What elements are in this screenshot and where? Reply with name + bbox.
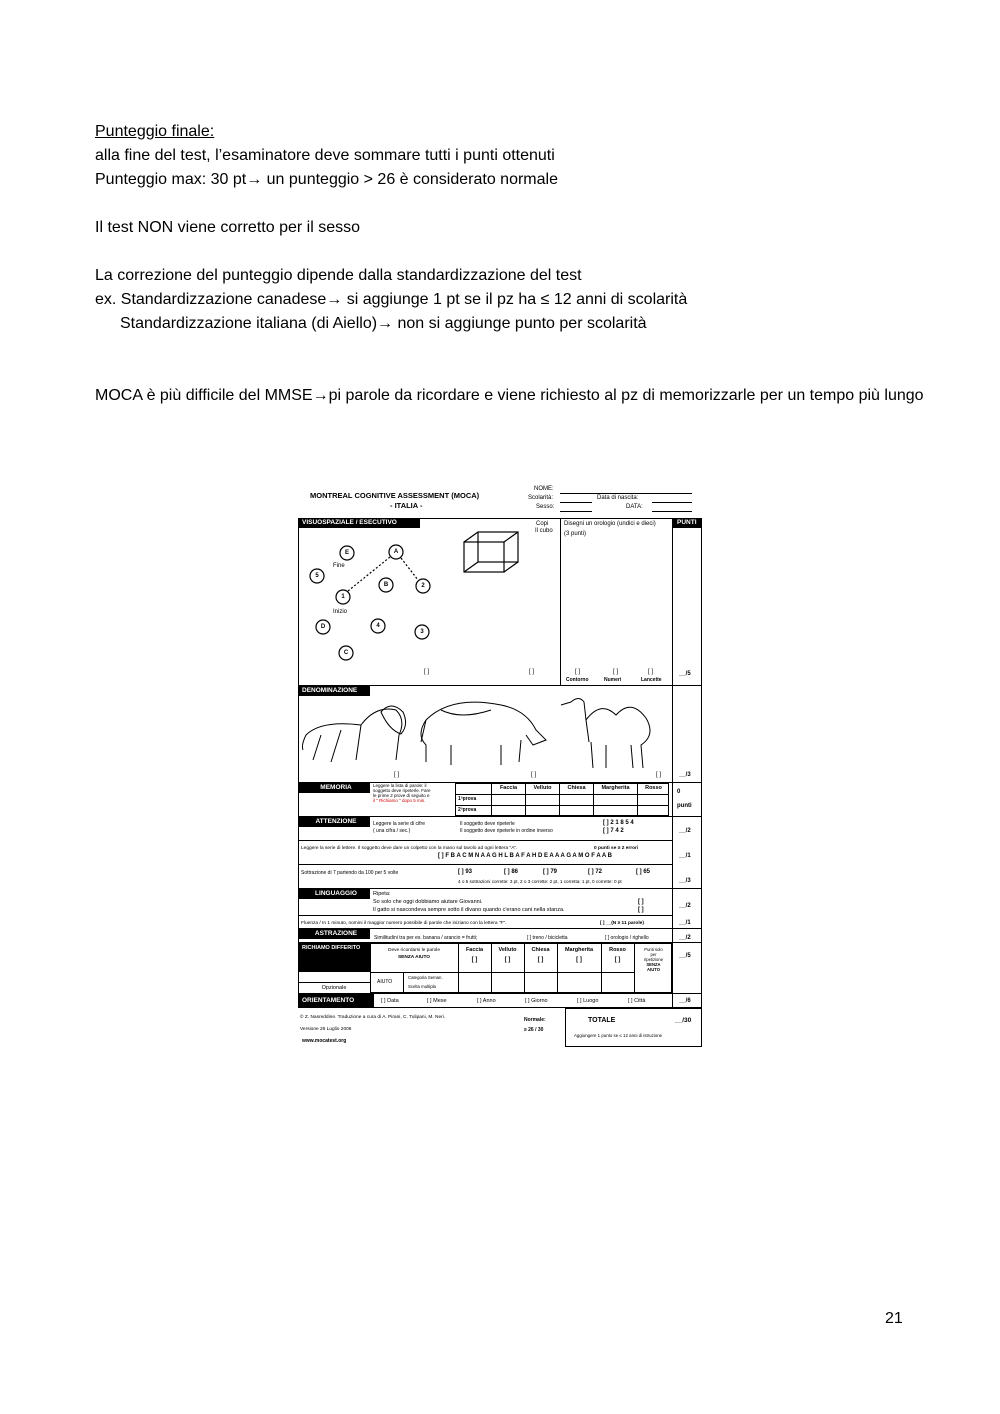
sub-value: [ ] 65	[636, 869, 651, 875]
sub-value: [ ] 86	[504, 869, 519, 875]
ripeta-label: Ripeta:	[373, 891, 391, 897]
cubo-label: Il cubo	[535, 528, 553, 534]
att-instr: ( una cifra / sec.)	[373, 828, 411, 834]
moca-title: MONTREAL COGNITIVE ASSESSMENT (MOCA)	[310, 491, 480, 500]
astrazione-instr: Similitudini tra per es. banana / arancio = frutti;	[374, 935, 478, 941]
sentence-2: Il gatto si nascondeva sempre sotto il divano quando c'erano cani nella stanza.	[373, 907, 565, 913]
word-faccia: Faccia	[499, 785, 518, 791]
trail-inizio-label: Inizio	[333, 609, 348, 615]
sub-scoring: 4 o 5 sottrazioni corrette: 3 pt, 2 o 3 corrette: 2 pt, 1 corretta: 1 pt, 0 corrette: 0 pt	[458, 879, 622, 884]
astrazione-bar: ASTRAZIONE	[298, 929, 370, 939]
scolarita-label: Scolarità:	[528, 495, 554, 501]
score-letters: __/1	[679, 853, 691, 859]
totale-box	[565, 1008, 702, 1047]
mem-instr: soggetto deve ripeterle. Fare	[373, 788, 431, 793]
recall-word: Rosso	[609, 947, 626, 953]
denominazione-bar: DENOMINAZIONE	[298, 686, 370, 696]
section-heading: Punteggio finale:	[95, 123, 215, 140]
trail-node: 2	[421, 583, 425, 589]
aiuto-label: AIUTO	[377, 979, 393, 985]
opzionale-label: Opzionale	[321, 985, 347, 991]
astrazione-item: [ ] treno / bicicletta	[527, 935, 568, 941]
word-chiesa: Chiesa	[567, 785, 586, 791]
contorno-label: Contorno	[566, 677, 589, 683]
score-box: [ ]	[638, 907, 644, 913]
score-box: [ ]	[531, 772, 537, 778]
trail-node: 1	[341, 594, 345, 600]
score-richiamo: __/5	[679, 953, 691, 959]
cat-seman-label: Categoria Seman.	[408, 975, 443, 980]
trail-node: B	[383, 582, 389, 588]
score-box: [ ]	[424, 669, 430, 675]
richiamo-instr: SENZA AIUTO	[397, 955, 431, 960]
letters-errors: 0 punti se ≥ 2 errori	[594, 846, 639, 851]
sub-value: [ ] 93	[458, 869, 473, 875]
fluenza-instr: Fluenza / In 1 minuto, nomini il maggior numero possibile di parole che iniziano con la lettera "F".	[301, 921, 507, 926]
score-box: [ ]	[656, 772, 662, 778]
paragraph-sex: Il test NON viene corretto per il sesso	[95, 219, 360, 236]
paragraph-canadian: ex. Standardizzazione canadese→ si aggiunge 1 pt se il pz ha ≤ 12 anni di scolarità	[95, 291, 688, 308]
sesso-label: Sesso:	[536, 504, 555, 510]
trail-node: D	[320, 624, 326, 630]
orient-item: [ ] Mese	[427, 998, 447, 1004]
score-orientamento: __/6	[679, 998, 691, 1004]
digits-forward: [ ] 2 1 8 5 4	[603, 820, 634, 826]
orientamento-bar: ORIENTAMENTO	[298, 994, 374, 1008]
recall-word: Margherita	[564, 947, 594, 953]
score-box: [ ]	[575, 669, 581, 675]
prova1-label: 1ªprova	[458, 796, 477, 802]
punti-solo: SENZA	[646, 962, 661, 967]
score-fluenza: __/1	[679, 920, 691, 926]
fluenza-box: [ ] __(N ≥ 11 parole)	[600, 921, 644, 926]
document-body	[95, 120, 935, 408]
att-instr: Il soggetto deve ripeterle in ordine inverso	[460, 828, 553, 834]
recall-word: Chiesa	[531, 947, 550, 953]
orologio-label: Disegni un orologio (undici e dieci)	[564, 521, 656, 527]
moca-rest-text: pi parole da ricordare e viene richiesto al pz di memorizzarle per un tempo più lungo	[328, 387, 924, 404]
score-box: [ ]	[638, 899, 644, 905]
paragraph-correction: La correzione del punteggio dipende dalla standardizzazione del test	[95, 267, 582, 284]
attenzione-bar: ATTENZIONE	[298, 817, 370, 827]
score-visuo: __/5	[679, 671, 691, 677]
numeri-label: Numeri	[604, 677, 622, 683]
score-ripeta: __/2	[679, 903, 691, 909]
punti-solo: AIUTO	[647, 967, 660, 972]
att-instr: Leggere la serie di cifre	[373, 821, 425, 827]
sub-value: [ ] 79	[543, 869, 558, 875]
trail-node: 3	[420, 629, 424, 635]
paragraph-moca-vs-mmse	[95, 384, 935, 408]
mem-zero: 0	[677, 789, 681, 795]
nome-label: NOME:	[534, 486, 554, 492]
orient-item: [ ] Luogo	[577, 998, 599, 1004]
score-box: [ ]	[529, 669, 535, 675]
prova2-label: 2ªprova	[458, 807, 477, 813]
moca-subtitle: - ITALIA -	[390, 501, 423, 510]
mem-instr: Leggere la lista di parole: il	[373, 783, 427, 788]
mem-instr: le prime 2 prove di seguito e	[373, 793, 430, 798]
mem-punti: punti	[677, 803, 692, 809]
mem-instr: il " Richiamo " dopo 5 min.	[373, 798, 426, 803]
sottrazione-instr: Sottrazione di 7 partendo da 100 per 5 volte	[301, 870, 399, 876]
score-box: [ ]	[648, 669, 654, 675]
tre-punti-label: (3 punti)	[564, 531, 587, 537]
trail-node: E	[344, 550, 349, 556]
visuo-bar: VISUOSPAZIALE / ESECUTIVO	[298, 518, 420, 528]
score-box: [ ]	[613, 669, 619, 675]
score-sottrazione: __/3	[679, 878, 691, 884]
credits-version: Versione 26 Luglio 2006	[300, 1027, 352, 1032]
score-digits: __/2	[679, 828, 691, 834]
totale-label: TOTALE	[588, 1017, 616, 1024]
data-label: DATA:	[626, 504, 643, 510]
score-box: [ ]	[471, 957, 478, 963]
credits-line: © Z. Nasreddine. Traduzione a cura di A. Pirani, C. Tulipani, M. Neri.	[300, 1015, 446, 1020]
richiamo-bar: RICHIAMO DIFFERITO	[298, 943, 370, 972]
trail-node: 4	[376, 623, 380, 629]
trail-node: A	[393, 549, 399, 555]
aggiungere-note: Aggiungere 1 punto se ≤ 12 anni di istruzione	[574, 1033, 663, 1038]
richiamo-instr: Deve ricordarsi le parole	[388, 948, 440, 953]
score-box: [ ]	[614, 957, 621, 963]
scelta-label: Scelta multipla	[408, 984, 436, 989]
orient-item: [ ] Città	[628, 998, 646, 1004]
score-astrazione: __/2	[679, 935, 691, 941]
punti-bar: PUNTI	[673, 518, 702, 528]
punti-solo: ripetizione	[643, 957, 664, 962]
word-rosso: Rosso	[645, 785, 662, 791]
trail-node: 5	[315, 573, 319, 579]
normale-value: ≥ 26 / 30	[524, 1027, 544, 1033]
normale-label: Normale:	[524, 1017, 546, 1023]
moca-lead-text: MOCA è più difficile del MMSE→	[95, 387, 329, 404]
score-denominazione: __/3	[679, 772, 691, 778]
recall-word: Velluto	[498, 947, 517, 953]
animal-drawings	[301, 690, 671, 772]
paragraph-max-score: Punteggio max: 30 pt→ un punteggio > 26 è considerato normale	[95, 171, 558, 188]
word-margherita: Margherita	[601, 785, 630, 791]
word-velluto: Velluto	[533, 785, 552, 791]
paragraph-sum: alla fine del test, l’esaminatore deve sommare tutti i punti ottenuti	[95, 147, 555, 164]
score-box: [ ]	[394, 772, 400, 778]
moca-form-image	[298, 485, 702, 1048]
punti-solo: per	[650, 952, 657, 957]
page-number: 21	[885, 1310, 903, 1327]
trail-fine-label: Fine	[333, 563, 345, 569]
trail-making-diagram	[298, 530, 538, 680]
recall-word: Faccia	[465, 947, 484, 953]
credits-url: www.mocatest.org	[302, 1038, 347, 1044]
orient-item: [ ] Anno	[477, 998, 496, 1004]
score-box: [ ]	[537, 957, 544, 963]
memoria-bar: MEMORIA	[298, 783, 370, 793]
letters-instr: Leggere la serie di lettere. Il soggetto deve dare un colpetto con la mano sul tavolo ad ogni lettera "A".	[301, 846, 518, 851]
data-nascita-label: Data di nascita:	[597, 495, 639, 501]
att-instr: Il soggetto deve ripeterle	[460, 821, 515, 827]
digits-backward: [ ] 7 4 2	[603, 828, 624, 834]
score-box: [ ]	[504, 957, 511, 963]
linguaggio-bar: LINGUAGGIO	[298, 889, 370, 899]
score-box: [ ]	[576, 957, 582, 963]
paragraph-italian: Standardizzazione italiana (di Aiello)→ non si aggiunge punto per scolarità	[120, 315, 647, 332]
astrazione-item: [ ] orologio / righello	[605, 935, 649, 941]
sentence-1: So solo che oggi dobbiamo aiutare Giovanni.	[373, 899, 483, 905]
orient-item: [ ] Giorno	[525, 998, 548, 1004]
lancette-label: Lancette	[641, 677, 662, 683]
letters-series: [ ] F B A C M N A A G H L B A F A H D E A A A G A M O F A A B	[438, 853, 612, 859]
punti-solo: Punti solo	[644, 947, 663, 952]
orient-item: [ ] Data	[381, 998, 399, 1004]
sub-value: [ ] 72	[588, 869, 603, 875]
score-totale: __/30	[675, 1017, 692, 1024]
copi-label: Copi	[536, 521, 549, 527]
trail-node: C	[343, 650, 349, 656]
